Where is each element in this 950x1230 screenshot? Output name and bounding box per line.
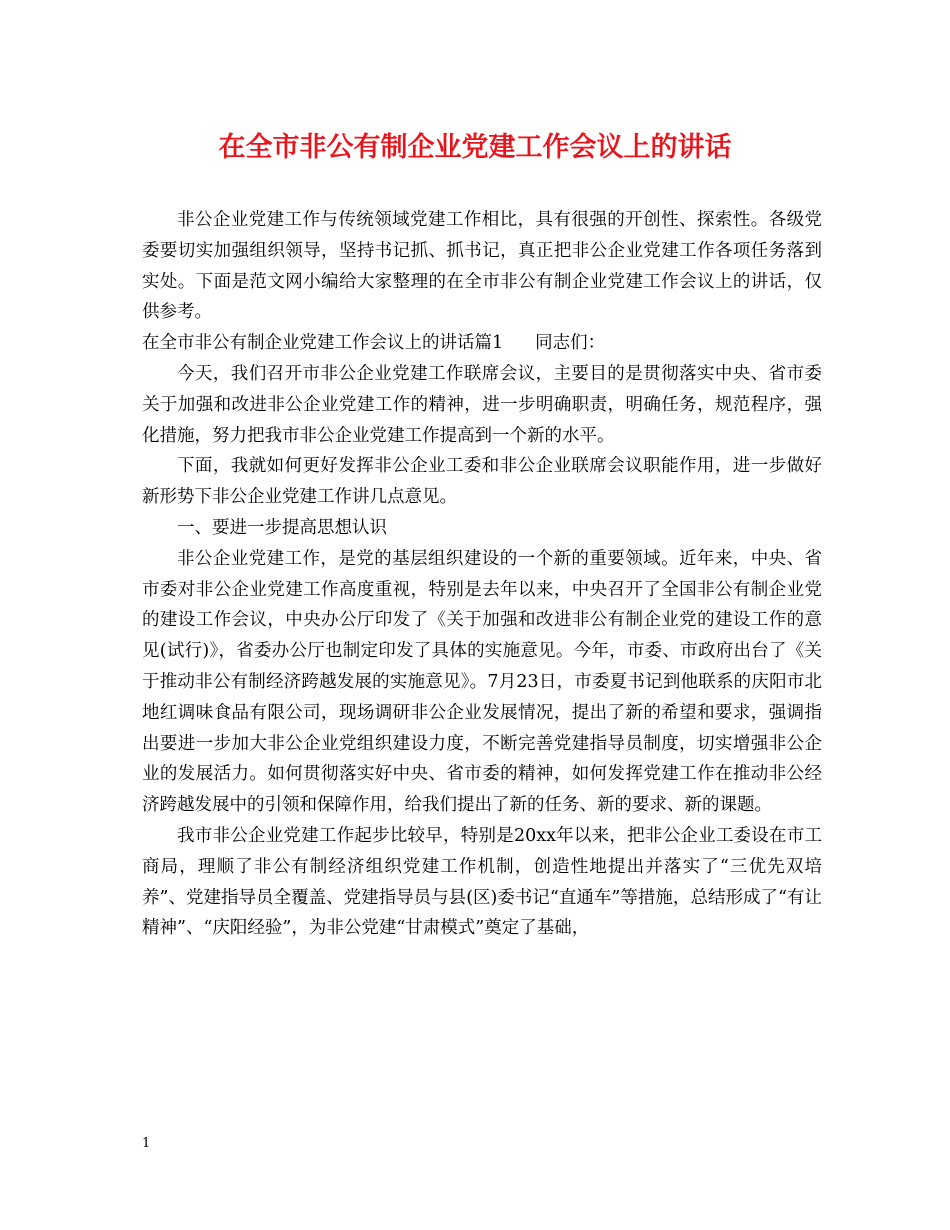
document-body <box>142 205 822 944</box>
intro-paragraph: 非公企业党建工作与传统领域党建工作相比，具有很强的开创性、探索性。各级党委要切实加强组织领导，坚持书记抓、抓书记，真正把非公企业党建工作各项任务落到实处。下面是范文网小编给大家整理的在全市非公有制企业党建工作会议上的讲话，仅供参考。 <box>142 210 822 323</box>
document-title: 在全市非公有制企业党建工作会议上的讲话 <box>218 132 732 163</box>
body-paragraph: 今天，我们召开市非公企业党建工作联席会议，主要目的是贯彻落实中央、省市委关于加强和改进非公企业党建工作的精神，进一步明确职责，明确任务，规范程序，强化措施，努力把我市非公企业党建工作提高到一个新的水平。 <box>142 363 822 446</box>
body-paragraph: 下面，我就如何更好发挥非公企业工委和非公企业联席会议职能作用，进一步做好新形势下非公企业党建工作讲几点意见。 <box>142 456 822 508</box>
body-paragraph: 我市非公企业党建工作起步比较早，特别是20xx年以来，把非公企业工委设在市工商局，理顺了非公有制经济组织党建工作机制，创造性地提出并落实了“三优先双培养”、党建指导员全覆盖、党建指导员与县(区)委书记“直通车”等措施，总结形成了“有让精神”、“庆阳经验”，为非公党建“甘肃模式”奠定了基础， <box>142 825 822 939</box>
body-paragraph: 非公企业党建工作，是党的基层组织建设的一个新的重要领域。近年来，中央、省市委对非公企业党建工作高度重视，特别是去年以来，中央召开了全国非公有制企业党的建设工作会议，中央办公厅印发了《关于加强和改进非公有制企业党的建设工作的意见(试行)》，省委办公厅也制定印发了具体的实施意见。今年，市委、市政府出台了《关于推动非公有制经济跨越发展的实施意见》。7月23日，市委夏书记到他联系的庆阳市北地红调味食品有限公司，现场调研非公企业发展情况，提出了新的希望和要求，强调指出要进一步加大非公企业党组织建设力度，不断完善党建指导员制度，切实增强非公企业的发展活力。如何贯彻落实好中央、省市委的精神，如何发挥党建工作在推动非公经济跨越发展中的引领和保障作用，给我们提出了新的任务、新的要求、新的课题。 <box>142 548 822 816</box>
salutation: 同志们： <box>535 333 606 354</box>
page-number: 1 <box>142 1136 151 1151</box>
section-heading: 在全市非公有制企业党建工作会议上的讲话篇1 <box>142 333 504 354</box>
section-heading-line <box>142 328 822 359</box>
subsection-heading: 一、要进一步提高思想认识 <box>177 517 387 538</box>
